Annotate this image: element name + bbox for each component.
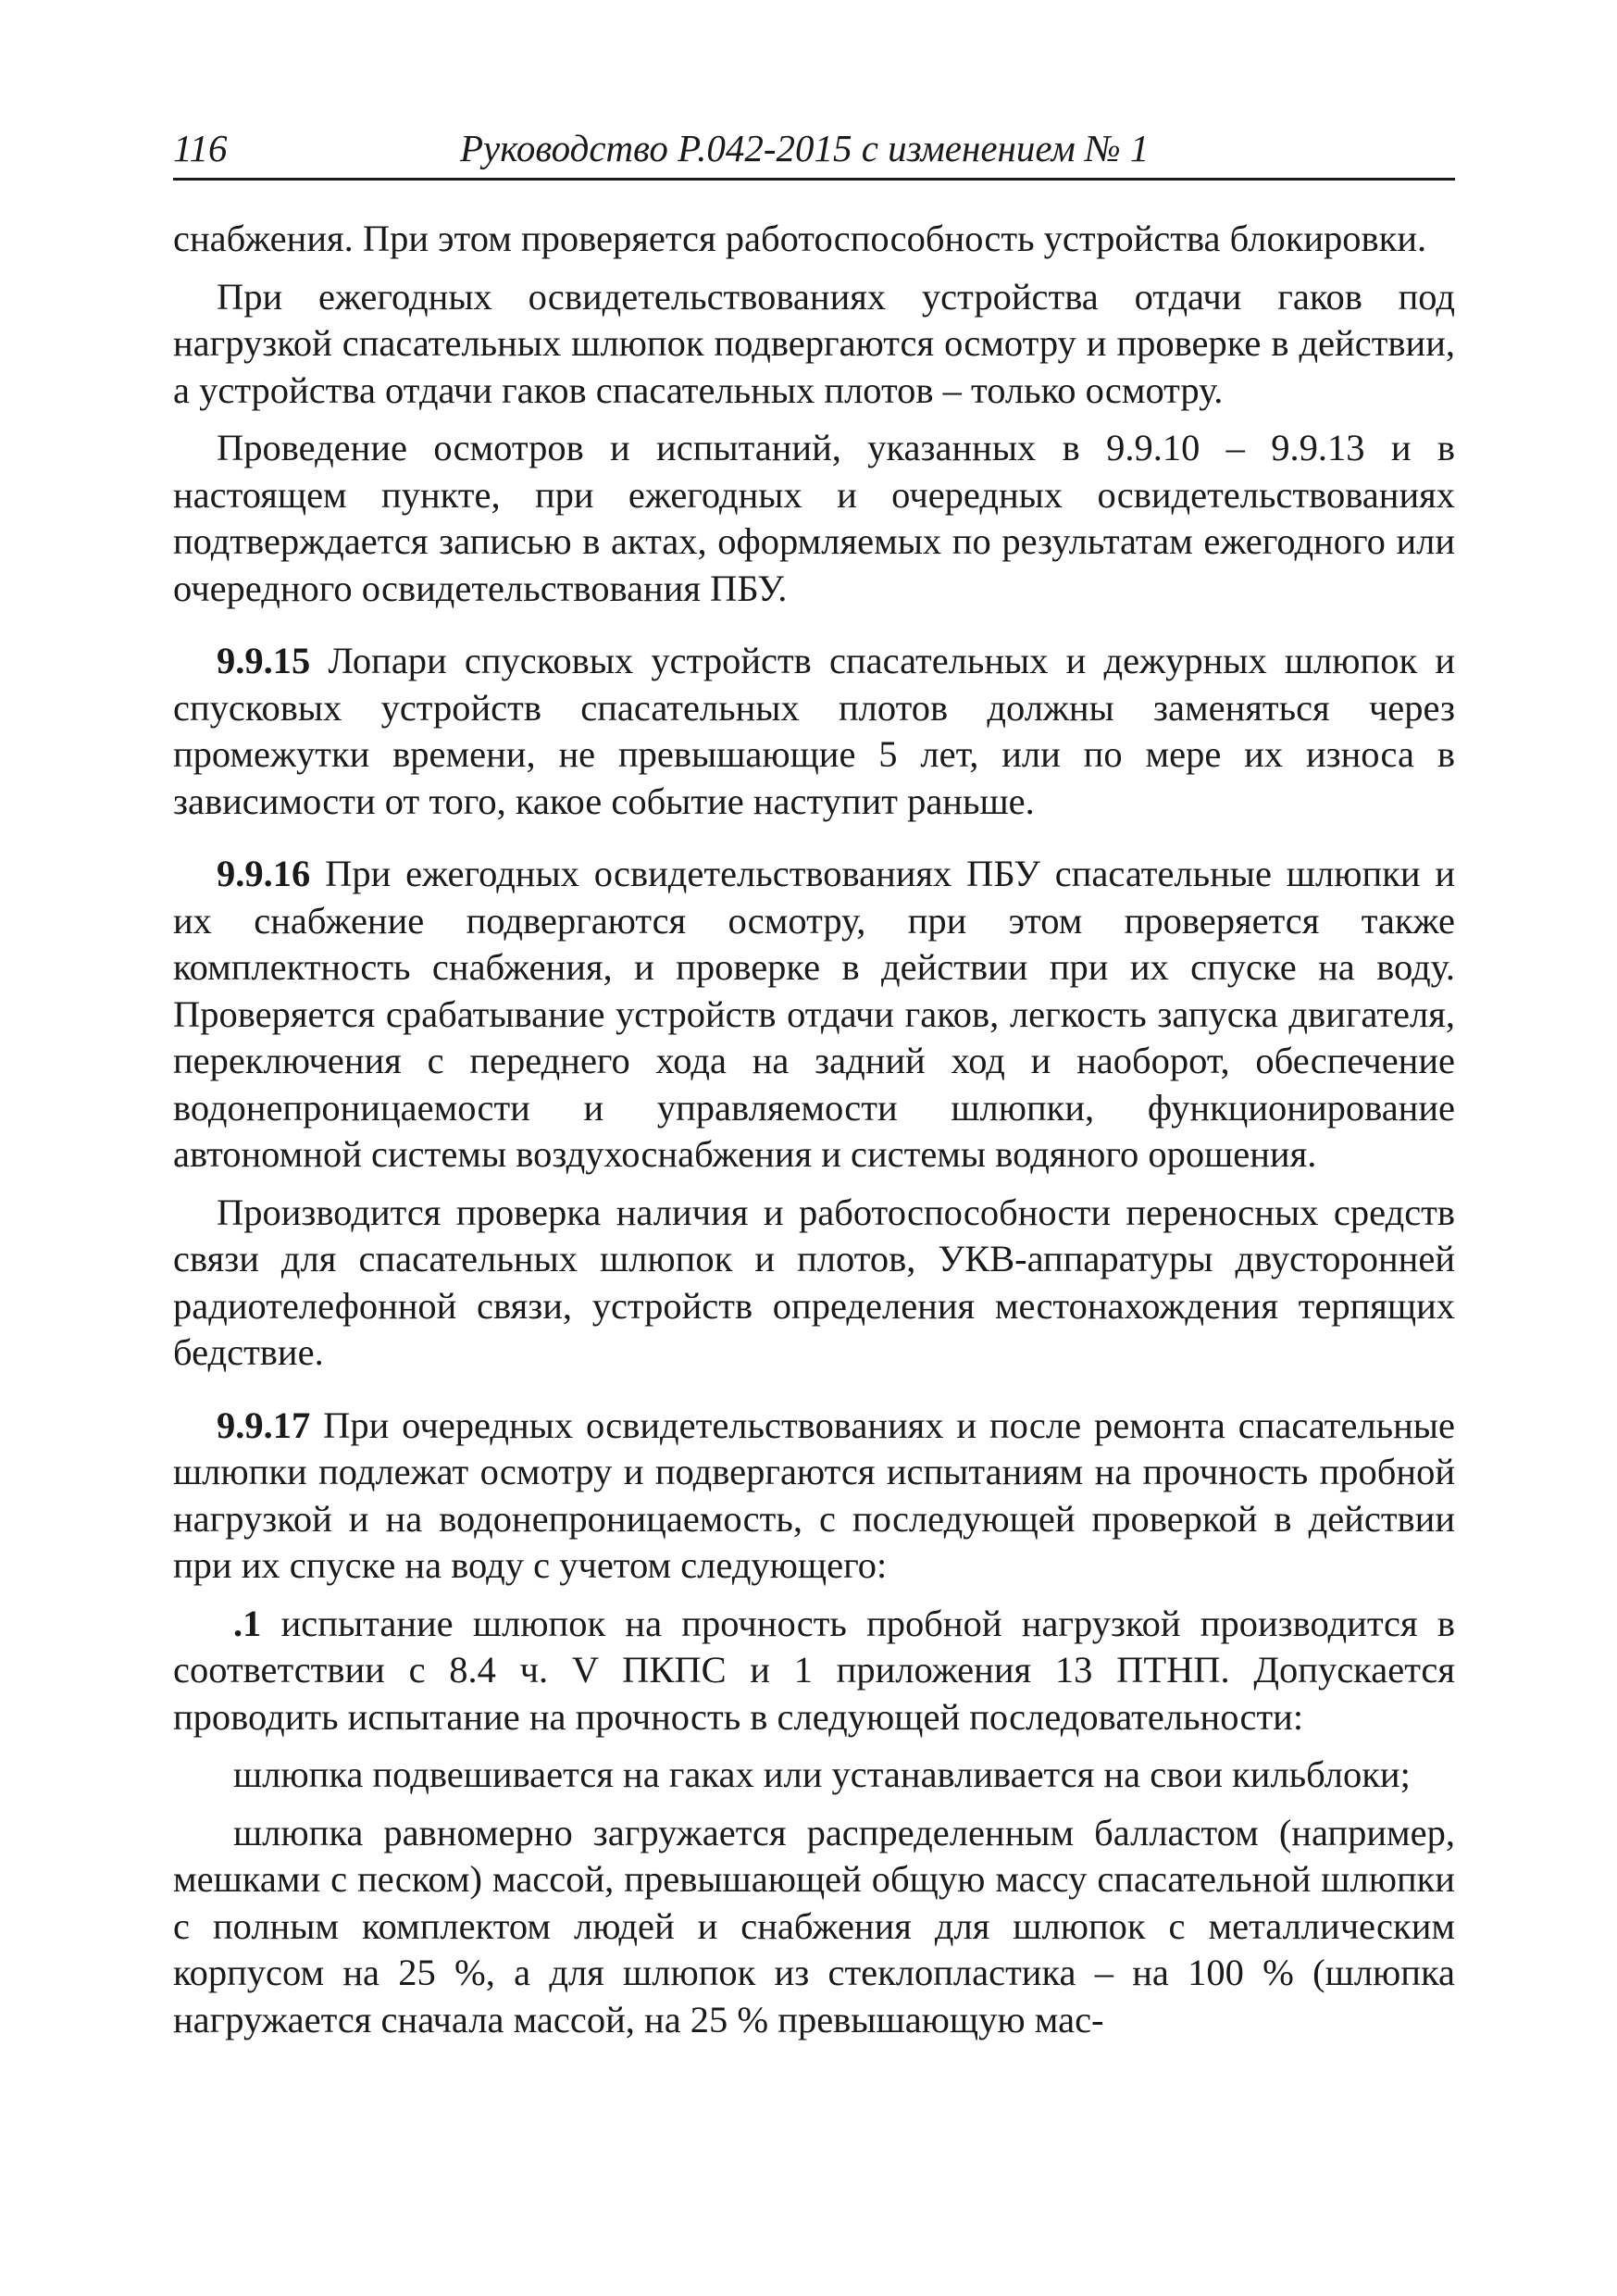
paragraph bbox=[173, 274, 1455, 415]
item-text: испытание шлюпок на прочность пробной нагрузкой производится в соответствии с 8.4 ч. V ПКПС и 1 приложения 13 ПТНП. Допускается проводить испытание на прочность в следующей последовательности: bbox=[173, 1602, 1455, 1738]
clause-number: 9.9.15 bbox=[217, 640, 311, 681]
page-number: 116 bbox=[173, 127, 228, 169]
paragraph-text: Проведение осмотров и испытаний, указанных в 9.9.10 – 9.9.13 и в настоящем пункте, при ежегодных и очередных освидетельствованиях подтверждается записью в актах, оформляемых по результатам ежегодного или очередного освидетельствования ПБУ. bbox=[173, 427, 1455, 609]
clause-9-9-15 bbox=[173, 638, 1455, 825]
item-number: .1 bbox=[233, 1602, 262, 1644]
paragraph-text: снабжения. При этом проверяется работоспособность устройства блокировки. bbox=[173, 218, 1427, 259]
document-title: Руководство Р.042-2015 с изменением № 1 bbox=[460, 127, 1150, 169]
clause-text: Лопари спусковых устройств спасательных и дежурных шлюпок и спусковых устройств спасательных плотов должны заменяться через промежутки времени, не превышающие 5 лет, или по мере их износа в зависимости от того, какое событие наступит раньше. bbox=[173, 640, 1455, 822]
paragraph-text: шлюпка подвешивается на гаках или устанавливается на свои кильблоки; bbox=[233, 1753, 1411, 1795]
body-text bbox=[173, 216, 1455, 2043]
clause-text: При очередных освидетельствованиях и после ремонта спасательные шлюпки подлежат осмотру и подвергаются испытаниям на прочность пробной нагрузкой и на водонепроницаемость, с последующей проверкой в действии при их спуске на воду с учетом следующего: bbox=[173, 1404, 1455, 1586]
paragraph bbox=[173, 1190, 1455, 1377]
sub-paragraph bbox=[173, 1752, 1455, 1799]
paragraph-text: Производится проверка наличия и работоспособности переносных средств связи для спасательных шлюпок и плотов, УКВ-аппаратуры двусторонней радиотелефонной связи, устройств определения местонахождения терпящих бедствие. bbox=[173, 1191, 1455, 1373]
clause-number: 9.9.16 bbox=[217, 853, 311, 894]
clause-text: При ежегодных освидетельствованиях ПБУ спасательные шлюпки и их снабжение подвергаются осмотру, при этом проверяется также комплектность снабжения, и проверке в действии при их спуске на воду. Проверяется срабатывание устройств отдачи гаков, легкость запуска двигателя, переключения с переднего хода на задний ход и наоборот, обеспечение водонепроницаемости и управляемости шлюпки, функционирование автономной системы воздухоснабжения и системы водяного орошения. bbox=[173, 853, 1456, 1175]
document-page bbox=[173, 120, 1455, 2054]
list-item-1 bbox=[173, 1601, 1455, 1741]
paragraph-text: При ежегодных освидетельствованиях устройства отдачи гаков под нагрузкой спасательных шлюпок подвергаются осмотру и проверке в действии, а устройства отдачи гаков спасательных плотов – только осмотру. bbox=[173, 275, 1455, 411]
clause-number: 9.9.17 bbox=[217, 1404, 311, 1446]
paragraph bbox=[173, 425, 1455, 612]
paragraph-continuation bbox=[173, 216, 1455, 263]
clause-9-9-16 bbox=[173, 851, 1455, 1179]
sub-paragraph bbox=[173, 1810, 1455, 2044]
clause-9-9-17 bbox=[173, 1403, 1455, 1590]
running-header bbox=[173, 120, 1455, 181]
paragraph-text: шлюпка равномерно загружается распределенным балластом (например, мешками с песком) массой, превышающей общую массу спасательной шлюпки с полным комплектом людей и снабжения для шлюпок с металлическим корпусом на 25 %, а для шлюпок из стеклопластика – на 100 % (шлюпка нагружается сначала массой, на 25 % превышающую мас- bbox=[173, 1811, 1455, 2040]
